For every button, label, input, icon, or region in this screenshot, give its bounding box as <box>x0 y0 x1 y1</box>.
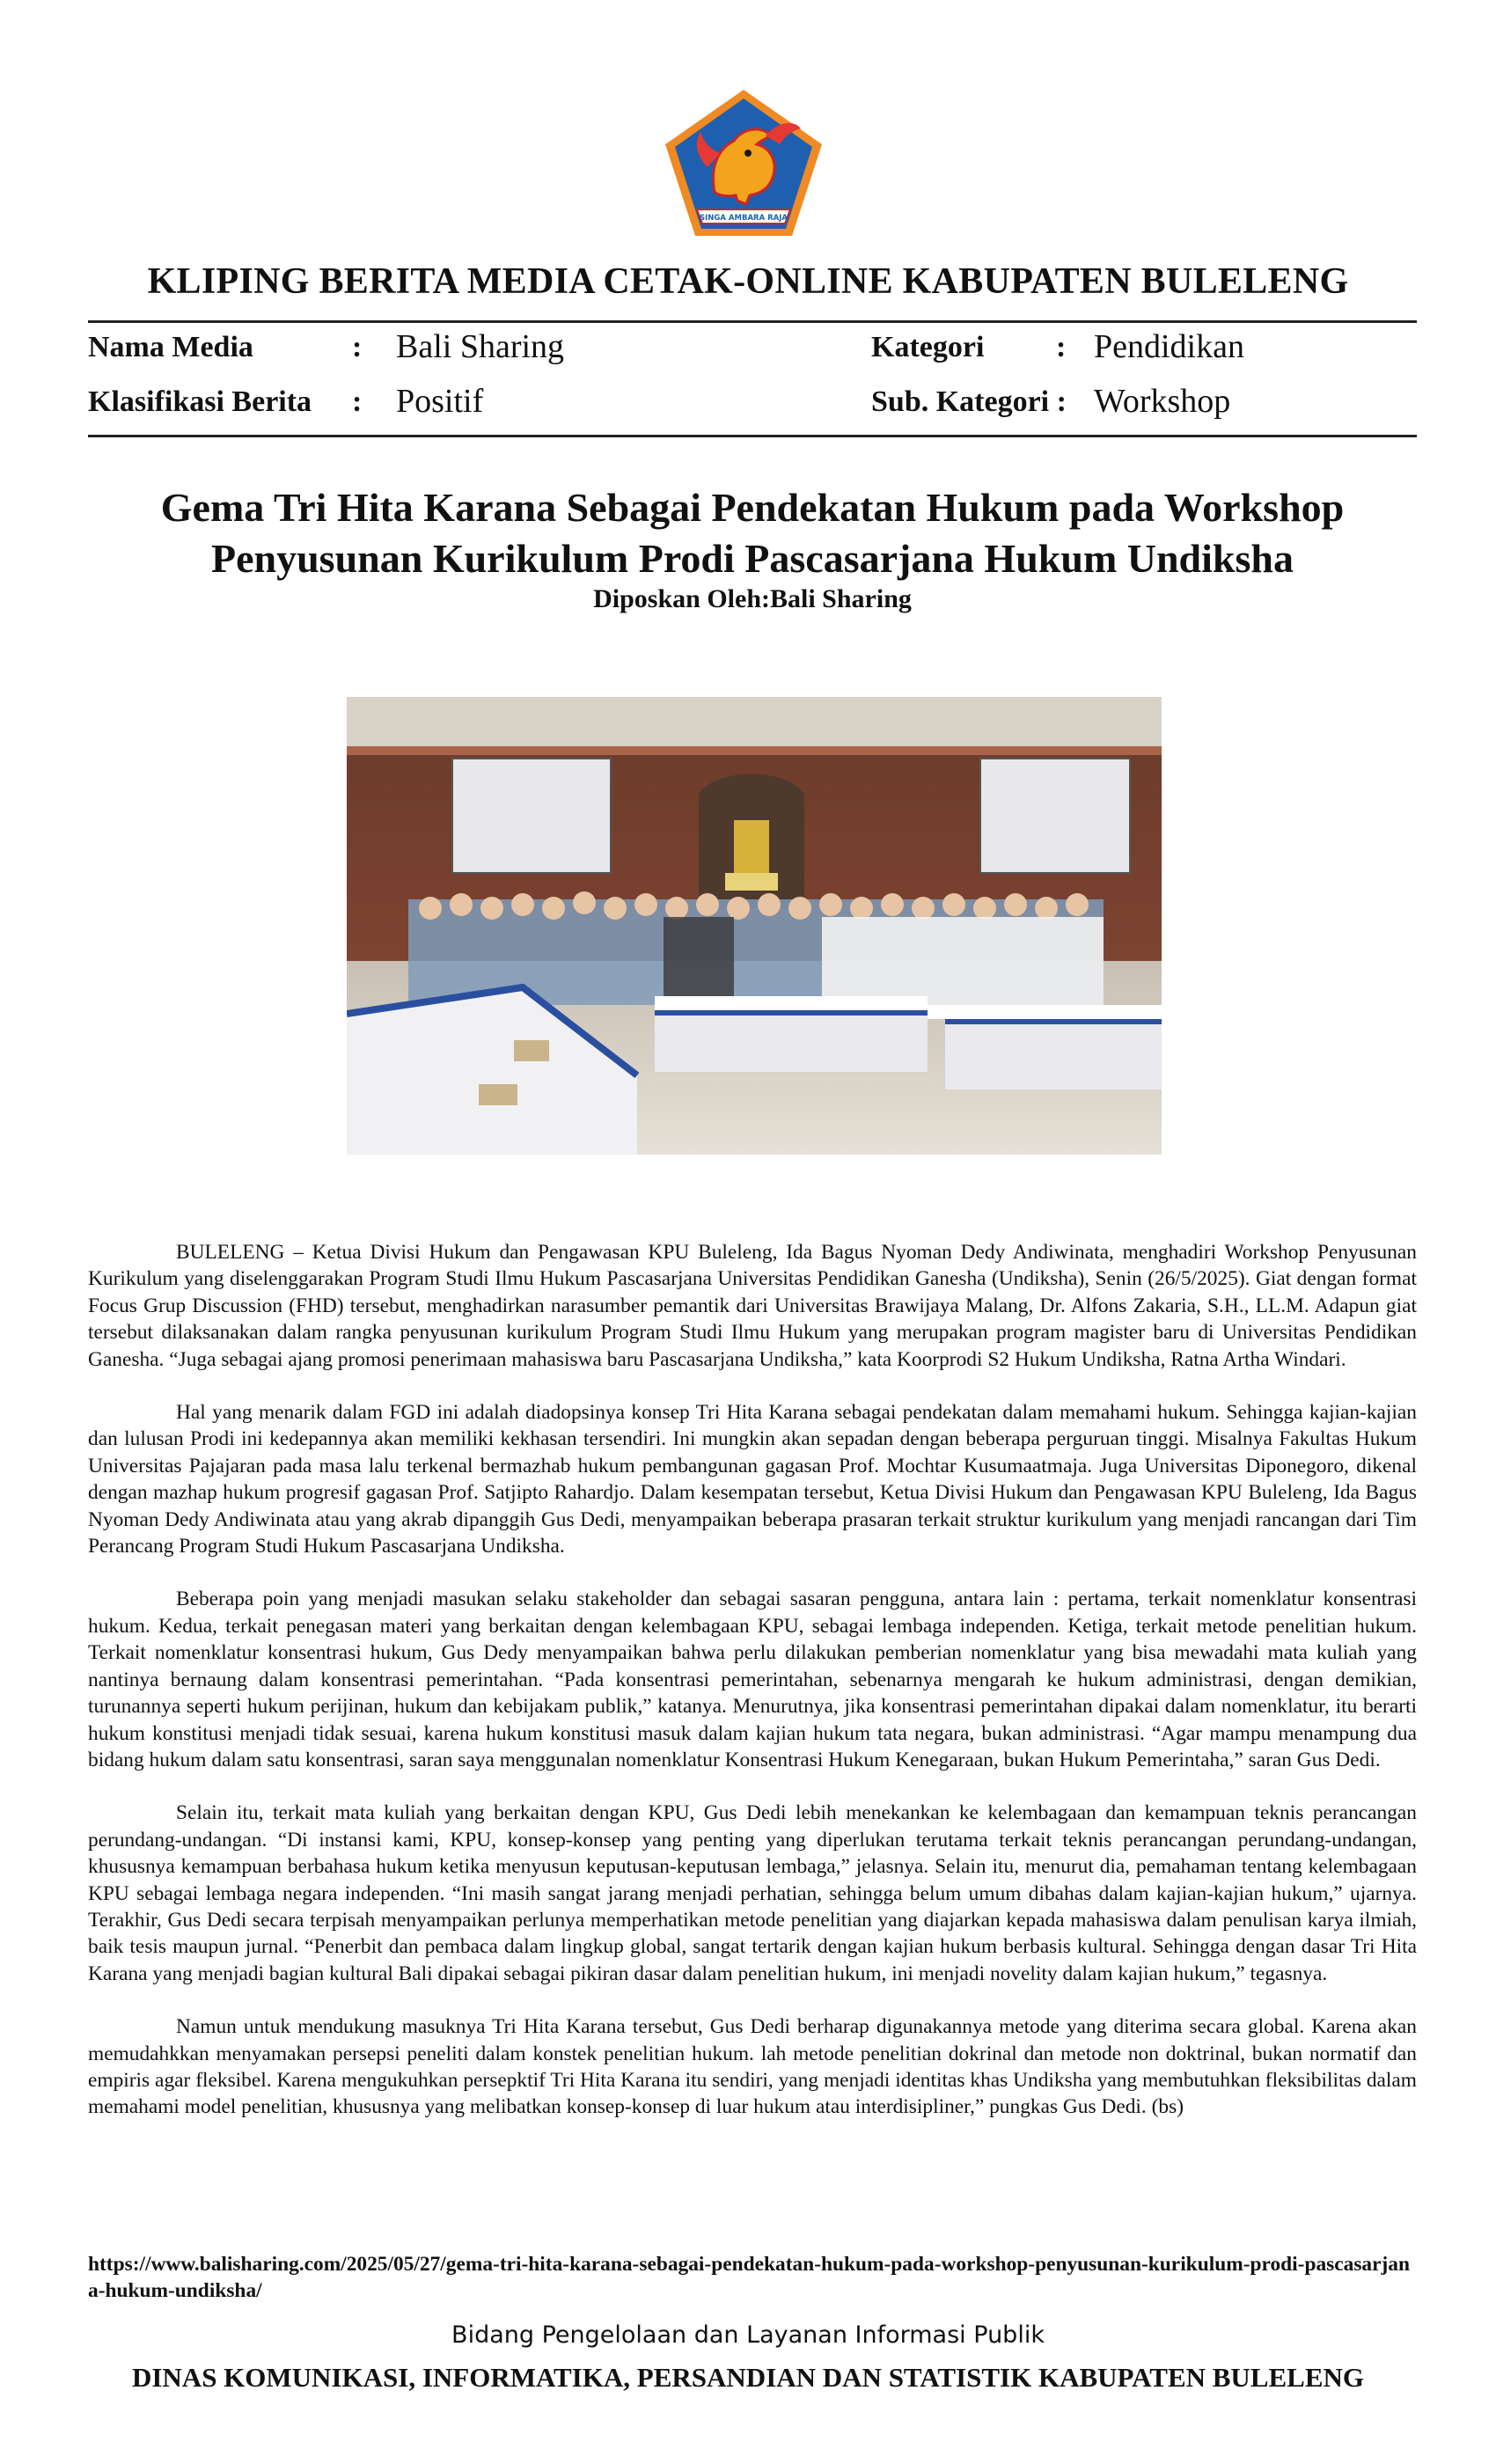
kategori-label: Kategori <box>871 331 985 363</box>
article-paragraph: Beberapa poin yang menjadi masukan selaku stakeholder dan sebagai sasaran pengguna, antara lain : pertama, terkait nomenklatur konsentrasi hukum. Kedua, terkait penegasan materi yang berkaitan dengan kelembagaan KPU, sebagai lembaga independen. Ketiga, terkait metode penelitian hukum. Terkait nomenklatur konsentrasi hukum, Gus Dedy menyampaikan bahwa perlu dilakukan pemberian nomenklatur yang bisa mewadahi mata kuliah yang nantinya bernaung dalam konsentrasi pemerintahan. “Pada konsentrasi pemerintahan, sebenarnya mengarah ke hukum administrasi, dengan demikian, turunannya seperti hukum perijinan, hukum dan kebijakam publik,” katanya. Menurutnya, jika konsentrasi pemerintahan dipakai dalam nomenklatur, itu berarti hukum konstitusi menjadi tidak sesuai, karena hukum konstitusi masuk dalam kajian hukum tata negara, bukan administrasi. “Agar mampu menampung dua bidang hukum dalam satu konsentrasi, saran saya menggunalan nomenklatur Konsentrasi Hukum Kenegaraan, bukan Hukum Pemerintaha,” saran Gus Dedi. <box>88 1588 1417 1771</box>
article-title <box>88 482 1417 584</box>
article-paragraph: Namun untuk mendukung masuknya Tri Hita Karana tersebut, Gus Dedi berharap digunakannya metode yang diterima secara global. Karena akan memudahkkan menyamakan persepsi peneliti dalam konstek penelitian hukum. lah metode penelitian dokrinal dan metode non doktrinal, bukan normatif dan empiris agar fleksibel. Karena mengukuhkan persepktif Tri Hita Karana itu sendiri, yang menjadi identitas khas Undiksha yang membutuhkan fleksibilitas dalam memahami model penelitian, khususnya yang melibatkan konsep-konsep di luar hukum atau interdisipliner,” pungkas Gus Dedi. (bs) <box>88 2015 1417 2119</box>
article-byline: Diposkan Oleh:Bali Sharing <box>593 584 912 613</box>
article-paragraph: Selain itu, terkait mata kuliah yang berkaitan dengan KPU, Gus Dedi lebih menekankan ke kelembagaan dan kemampuan teknis perancangan perundang-undangan. “Di instansi kami, KPU, konsep-konsep yang penting yang diperlukan terutama terkait teknis perancangan perundang-undangan, khususnya kemampuan berbahasa hukum ketika menyusun keputusan-keputusan lembaga,” jelasnya. Selain itu, menurut dia, pemahaman tentang kelembagaan KPU sebagai lembaga negara independen. “Ini masih sangat jarang menjadi perhatian, sehingga belum umum dibahas dalam kajian-kajian hukum,” ujarnya. Terakhir, Gus Dedi secara terpisah menyampaikan perlunya memperhatikan metode penelitian yang diajarkan kepada mahasiswa dalam penulisan karya ilmiah, baik tesis maupun jurnal. “Penerbit dan pembaca dalam lingkup global, sangat tertarik dengan kajian hukum berbasis kultural. Sehingga dengan dasar Tri Hita Karana yang menjadi bagian kultural Bali dipakai sebagai pikiran dasar dalam penelitian hukum, ini menjadi novelity dalam kajian hukum,” tegasnya. <box>88 1801 1417 1985</box>
kategori-colon: : <box>1056 331 1067 363</box>
article-photo <box>347 697 1162 1155</box>
footer-division: Bidang Pengelolaan dan Layanan Informasi Publik <box>451 2321 1045 2349</box>
crest-icon <box>662 86 825 239</box>
footer-agency: DINAS KOMUNIKASI, INFORMATIKA, PERSANDIAN DAN STATISTIK KABUPATEN BULELENG <box>131 2362 1365 2393</box>
article-title-line1: Gema Tri Hita Karana Sebagai Pendekatan Hukum pada Workshop <box>160 485 1345 530</box>
klasifikasi-colon: : <box>352 385 363 418</box>
kategori-value: Pendidikan <box>1094 328 1244 365</box>
regency-logo <box>662 86 825 239</box>
klasifikasi-value: Positif <box>396 383 484 420</box>
source-url: https://www.balisharing.com/2025/05/27/gema-tri-hita-karana-sebagai-pendekatan-hukum-pada-workshop-penyusunan-kurikulum-prodi-pascasarjana-hukum-undiksha/ <box>88 2253 1411 2302</box>
media-label: Nama Media <box>88 331 253 363</box>
group-photo-image <box>347 697 1162 1155</box>
page-title: KLIPING BERITA MEDIA CETAK-ONLINE KABUPATEN BULELENG <box>147 261 1349 302</box>
header-divider <box>88 320 1417 323</box>
subkategori-label: Sub. Kategori : <box>871 385 1067 418</box>
subkategori-value: Workshop <box>1094 383 1231 420</box>
logo-motto: SINGA AMBARA RAJA <box>700 214 788 223</box>
article-paragraph: BULELENG – Ketua Divisi Hukum dan Pengawasan KPU Buleleng, Ida Bagus Nyoman Dedy Andiwinata, menghadiri Workshop Penyusunan Kurikulum yang diselenggarakan Program Studi Ilmu Hukum Pascasarjana Universitas Pendidikan Ganesha (Undiksha), Senin (26/5/2025). Giat dengan format Focus Grup Discussion (FHD) tersebut, menghadirkan narasumber pemantik dari Universitas Brawijaya Malang, Dr. Alfons Zakaria, S.H., LL.M. Adapun giat tersebut dilaksanakan dalam rangka penyusunan kurikulum Program Studi Ilmu Hukum yang merupakan program magister baru di Universitas Pendidikan Ganesha. “Juga sebagai ajang promosi penerimaan mahasiswa baru Pascasarjana Undiksha,” kata Koorprodi S2 Hukum Undiksha, Ratna Artha Windari. <box>88 1241 1417 1371</box>
media-colon: : <box>352 331 363 363</box>
article-title-line2: Penyusunan Kurikulum Prodi Pascasarjana Hukum Undiksha <box>210 536 1294 581</box>
media-value: Bali Sharing <box>396 328 565 365</box>
article-body <box>88 1239 1417 2147</box>
meta-divider <box>88 435 1417 437</box>
klasifikasi-label: Klasifikasi Berita <box>88 385 312 418</box>
article-paragraph: Hal yang menarik dalam FGD ini adalah diadopsinya konsep Tri Hita Karana sebagai pendekatan dalam memahami hukum. Sehingga kajian-kajian dan lulusan Prodi ini kedepannya akan memiliki kekhasan tersendiri. Ini mungkin akan sepadan dengan beberapa perguruan tinggi. Misalnya Fakultas Hukum Universitas Pajajaran pada masa lalu terkenal bermazhab hukum pembangunan gagasan Prof. Mochtar Kusumaatmaja. Juga Universitas Diponegoro, dikenal dengan mazhap hukum progresif gagasan Prof. Satjipto Rahardjo. Dalam kesempatan tersebut, Ketua Divisi Hukum dan Pengawasan KPU Buleleng, Ida Bagus Nyoman Dedy Andiwinata atau yang akrab dipanggih Gus Dedi, menyampaikan beberapa prasaran terkait struktur kurikulum yang menjadi rancangan dari Tim Perancang Program Studi Hukum Pascasarjana Undiksha. <box>88 1401 1417 1558</box>
